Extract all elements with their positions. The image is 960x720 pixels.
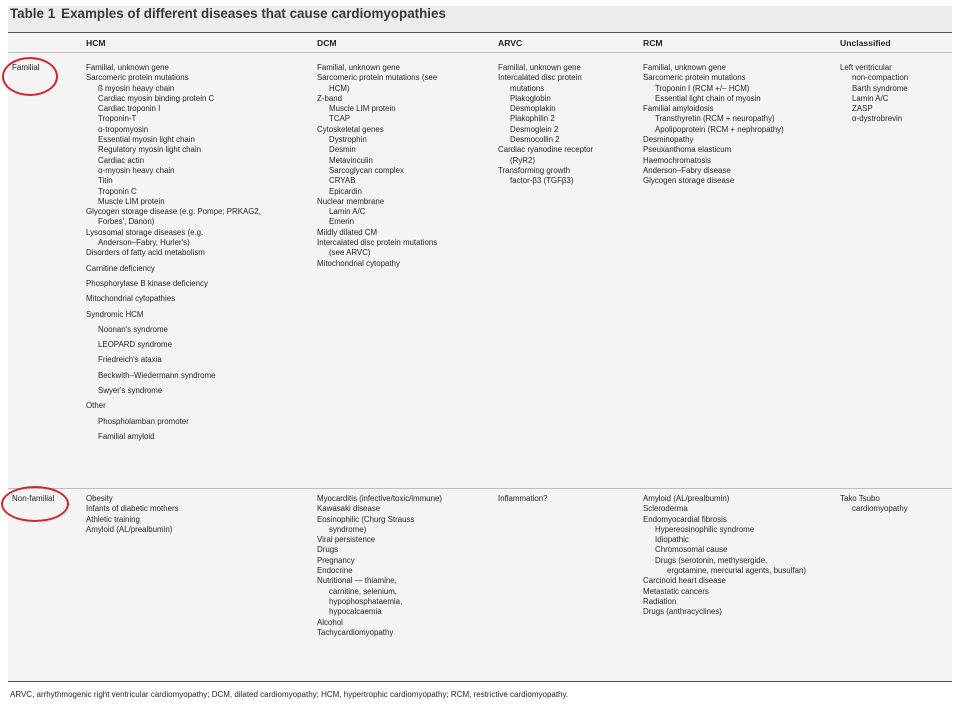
cell-line: Cardiac troponin I (98, 104, 161, 114)
cell-line: Tachycardiomyopathy (317, 627, 394, 637)
cell-line: Muscle LIM protein (98, 196, 165, 206)
cell-line: Lamin A/C (329, 207, 366, 217)
cell-line: Idiopathic (655, 535, 689, 545)
cell-line: Dystrophin (329, 135, 367, 145)
cell-line: Sarcomeric protein mutations (86, 73, 189, 83)
cell-line: Eosinophilic (Churg Strauss (317, 514, 415, 524)
cell-nonfamilial-arvc (498, 494, 548, 504)
cell-nonfamilial-hcm (86, 494, 179, 535)
cell-line: Anderson–Fabry disease (643, 165, 731, 175)
column-header-unclassified: Unclassified (840, 38, 891, 48)
cell-line: Lamin A/C (852, 93, 889, 103)
cell-nonfamilial-dcm (317, 494, 442, 638)
cell-line: Sarcomeric protein mutations (see (317, 73, 438, 83)
cell-line: Inflammation? (498, 494, 548, 503)
cell-line: Noonan's syndrome (98, 324, 168, 334)
cell-line: Intercalated disc protein mutations (317, 238, 438, 248)
cell-line: Troponin-T (98, 114, 137, 124)
cell-line: Mitochondrial cytopathies (86, 294, 176, 304)
cell-line: HCM) (329, 83, 350, 93)
cell-nonfamilial-unclassified (840, 494, 908, 515)
cell-line: Nutritional — thiamine, (317, 576, 397, 586)
cell-line: Viral persistence (317, 535, 376, 545)
cell-line: Cardiac myosin binding protein C (98, 93, 215, 103)
cell-line: Mildly dilated CM (317, 227, 378, 237)
cell-line: Carnitine deficiency (86, 263, 155, 273)
cell-line: Familial, unknown gene (86, 63, 169, 72)
cell-line: Friedreich's ataxia (98, 355, 162, 365)
cell-line: (see ARVC) (329, 248, 371, 258)
cell-line: Troponin I (RCM +/− HCM) (655, 83, 750, 93)
column-header-arvc: ARVC (498, 38, 523, 48)
cell-line: Desmoplakin (510, 104, 556, 114)
cell-line: Other (86, 401, 106, 411)
cell-line: Mitochondrial cytopathy (317, 258, 400, 268)
cell-line: Z-band (317, 93, 343, 103)
cell-line: carnitine, selenium, (329, 586, 397, 596)
cell-line: Troponin C (98, 186, 137, 196)
cell-line: Drugs (serotonin, methysergide, (655, 555, 768, 565)
column-header-hcm: HCM (86, 38, 106, 48)
cell-familial-hcm (86, 63, 261, 442)
cell-line: Cardiac actin (98, 155, 145, 165)
cell-line: Phosphorylase B kinase deficiency (86, 278, 208, 288)
annotation-circle-familial (2, 57, 58, 96)
row-label-familial: Familial (12, 63, 40, 72)
cell-line: syndrome) (329, 524, 367, 534)
cell-line: Beckwith–Wiedermann syndrome (98, 370, 216, 380)
cell-line: Kawasaki disease (317, 504, 381, 514)
cell-familial-rcm (643, 63, 784, 187)
cell-line: Amyloid (AL/prealbumin) (643, 494, 730, 503)
column-header-rcm: RCM (643, 38, 663, 48)
cell-line: Drugs (anthracyclines) (643, 607, 722, 617)
cell-line: α-dystrobrevin (852, 114, 903, 124)
cell-line: Transthyretin (RCM + neuropathy) (655, 114, 775, 124)
cell-line: Endocrine (317, 566, 353, 576)
cell-line: Familial, unknown gene (498, 63, 581, 72)
cell-line: Desminopathy (643, 135, 694, 145)
cell-line: non-compaction (852, 73, 909, 83)
cell-familial-arvc (498, 63, 593, 187)
cell-line: Myocarditis (infective/toxic/immune) (317, 494, 442, 503)
cell-line: Intercalated disc protein (498, 73, 582, 83)
cell-line: Athletic training (86, 514, 140, 524)
cell-line: Swyer's syndrome (98, 386, 163, 396)
cell-line: Apolipoprotein (RCM + nephropathy) (655, 124, 784, 134)
cell-line: Infants of diabetic mothers (86, 504, 179, 514)
row-label-non-familial: Non-familial (12, 494, 55, 503)
row-divider (8, 488, 952, 489)
cell-line: hypophosphataemia, (329, 596, 403, 606)
cell-line: CRYAB (329, 176, 356, 186)
cell-line: Tako Tsubo (840, 494, 880, 503)
cell-line: Pseuxanthoma elasticum (643, 145, 732, 155)
table-caption: Examples of different diseases that cause cardiomyopathies (61, 6, 446, 21)
cell-line: Desmocollin 2 (510, 135, 560, 145)
cell-line: Glycogen storage disease (643, 176, 735, 186)
cell-line: TCAP (329, 114, 351, 124)
cell-line: Titin (98, 176, 113, 186)
cell-line: α-myosin heavy chain (98, 165, 175, 175)
cell-familial-unclassified (840, 63, 908, 125)
annotation-circle-non-familial (1, 486, 69, 522)
cell-line: Plakophilin 2 (510, 114, 555, 124)
cell-line: hypocalcaemia (329, 607, 382, 617)
cell-nonfamilial-rcm (643, 494, 806, 618)
cell-line: Carcinoid heart disease (643, 576, 726, 586)
table-bottom-rule (8, 681, 952, 682)
cell-line: ZASP (852, 104, 873, 114)
cell-line: Regulatory myosin light chain (98, 145, 202, 155)
cell-line: Barth syndrome (852, 83, 908, 93)
cell-line: Lysosomal storage diseases (e.g. (86, 227, 204, 237)
cell-line: Glycogen storage disease (e.g. Pompe; PRKAG2, (86, 207, 262, 217)
cell-line: Familial amyloid (98, 431, 155, 441)
cell-line: LEOPARD syndrome (98, 340, 172, 350)
cell-line: Alcohol (317, 617, 343, 627)
cell-line: Syndromic HCM (86, 309, 144, 319)
cell-line: Sarcoglycan complex (329, 165, 404, 175)
cell-line: Metastatic cancers (643, 586, 709, 596)
cell-line: Plakoglobin (510, 93, 551, 103)
cell-line: Phospholamban promoter (98, 416, 189, 426)
cell-line: (RyR2) (510, 155, 535, 165)
cell-line: Left ventricular (840, 63, 892, 72)
cell-line: Desmoglein 2 (510, 124, 559, 134)
cell-line: Sarcomeric protein mutations (643, 73, 746, 83)
table-top-rule (8, 32, 952, 33)
header-rule (8, 52, 952, 53)
cell-line: Familial amyloidosis (643, 104, 714, 114)
cell-line: Amyloid (AL/prealbumin) (86, 524, 173, 534)
column-header-dcm: DCM (317, 38, 337, 48)
cell-line: Haemochromatosis (643, 155, 711, 165)
table-title (10, 6, 446, 21)
cell-line: Epicardin (329, 186, 362, 196)
cell-line: Forbes', Danon) (98, 217, 155, 227)
cell-line: Radiation (643, 596, 677, 606)
cell-line: ß myosin heavy chain (98, 83, 175, 93)
cell-line: mutations (510, 83, 545, 93)
cell-line: Scleroderma (643, 504, 688, 514)
cell-line: Familial, unknown gene (643, 63, 726, 72)
cell-line: Emerin (329, 217, 354, 227)
cell-line: Chromosomal cause (655, 545, 728, 555)
cell-line: α-tropomyosin (98, 124, 149, 134)
cell-line: Obesity (86, 494, 113, 503)
cell-line: Anderson–Fabry, Hurler's) (98, 238, 190, 248)
cell-line: Endomyocardial fibrosis (643, 514, 727, 524)
cell-line: Metavinculin (329, 155, 373, 165)
cell-line: Disorders of fatty acid metabolism (86, 248, 205, 258)
cell-line: Desmin (329, 145, 356, 155)
cell-line: Pregnancy (317, 555, 355, 565)
cell-line: Drugs (317, 545, 339, 555)
cell-line: Cytoskeletal genes (317, 124, 384, 134)
table-number: Table 1 (10, 6, 56, 21)
cell-line: Cardiac ryanodine receptor (498, 145, 594, 155)
table-footnote: ARVC, arrhythmogenic right ventricular cardiomyopathy; DCM, dilated cardiomyopathy; HCM, hypertrophic cardiomyopathy; RCM, restrictive cardiomyopathy. (10, 690, 569, 699)
cell-line: cardiomyopathy (852, 504, 908, 514)
cell-line: ergotamine, mercurial agents, busulfan) (667, 566, 807, 576)
cell-line: Hypereosinophilic syndrome (655, 524, 755, 534)
cell-line: Transforming growth (498, 165, 571, 175)
cell-line: Nuclear membrane (317, 196, 385, 206)
cell-line: Muscle LIM protein (329, 104, 396, 114)
cell-line: Essential myosin light chain (98, 135, 195, 145)
cell-line: Essential light chain of myosin (655, 93, 761, 103)
cell-line: Familial, unknown gene (317, 63, 400, 72)
cell-line: factor-β3 (TGFβ3) (510, 176, 574, 186)
cell-familial-dcm (317, 63, 437, 269)
